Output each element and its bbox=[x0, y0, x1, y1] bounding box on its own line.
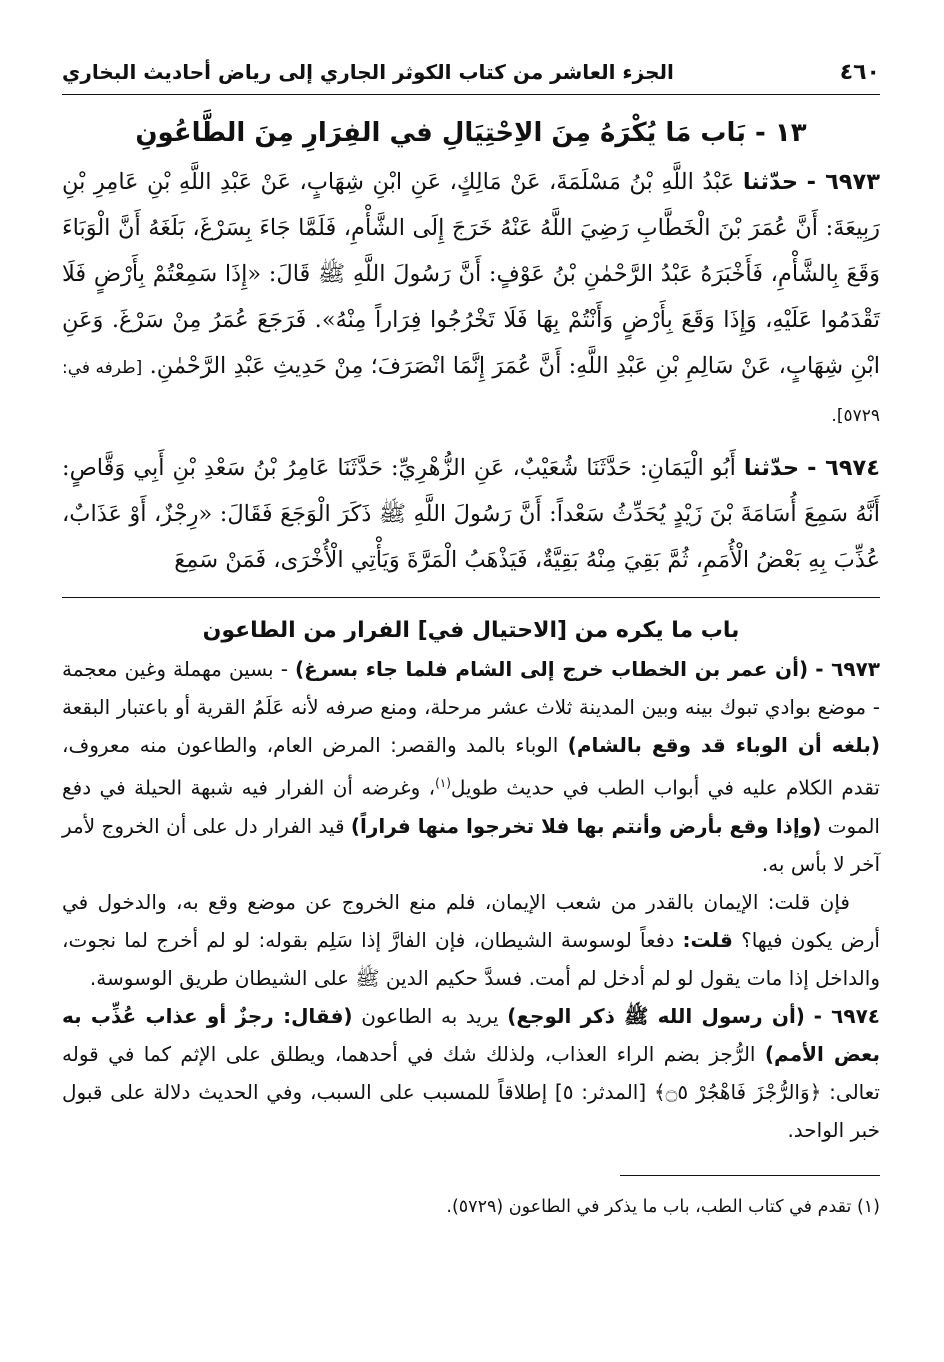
hadith-6973 bbox=[62, 159, 880, 439]
commentary-paragraph bbox=[62, 650, 880, 883]
hadith-text: عَبْدُ اللَّهِ بْنُ مَسْلَمَةَ، عَنْ مَالِكٍ، عَنِ ابْنِ شِهَابٍ، عَنْ عَبْدِ اللَّهِ بْنِ عَامِرِ بْنِ رَبِيعَةَ: أَنَّ عُمَرَ بْنَ الْخَطَّابِ رَضِيَ اللَّهُ عَنْهُ خَرَجَ إِلَى الشَّأْمِ، فَلَمَّا جَاءَ بِسَرْغَ، بَلَغَهُ أَنَّ الْوَبَاءَ وَقَعَ بِالشَّأْمِ، فَأَخْبَرَهُ عَبْدُ الرَّحْمٰنِ بْنُ عَوْفٍ: أَنَّ رَسُولَ اللَّهِ ﷺ قَالَ: «إِذَا سَمِعْتُمْ بِأَرْضٍ فَلَا تَقْدَمُوا عَلَيْهِ، وَإِذَا وَقَعَ بِأَرْضٍ وَأَنْتُمْ بِهَا فَلَا تَخْرُجُوا فِرَاراً مِنْهُ». فَرَجَعَ عُمَرُ مِنْ سَرْغَ. وَعَنِ ابْنِ شِهَابٍ، عَنْ سَالِمِ بْنِ عَبْدِ اللَّهِ: أَنَّ عُمَرَ إِنَّمَا انْصَرَفَ؛ مِنْ حَدِيثِ عَبْدِ الرَّحْمٰنِ. bbox=[62, 169, 880, 379]
quoted-phrase: (فقال: رجزٌ أو عذاب عُذِّب به بعض الأمم) bbox=[62, 1003, 880, 1066]
commentary-number: ٦٩٧٤ - bbox=[813, 1003, 880, 1028]
hadith-number: ٦٩٧٣ - bbox=[806, 169, 881, 195]
answer-label: قلت: bbox=[682, 927, 733, 952]
footnote-rule bbox=[620, 1175, 880, 1176]
book-title: الجزء العاشر من كتاب الكوثر الجاري إلى رياض أحاديث البخاري bbox=[62, 60, 674, 84]
commentary-text: - بسين مهملة وغين معجمة - موضع بوادي تبوك بينه وبين المدينة ثلاث عشر مرحلة، ومنع صرفه لأنه عَلَمُ القرية أو باعتبار البقعة bbox=[62, 657, 880, 719]
hadith-6974 bbox=[62, 445, 880, 583]
footnote-text: تقدم في كتاب الطب، باب ما يذكر في الطاعون (٥٧٢٩). bbox=[446, 1196, 852, 1217]
commentary-title: باب ما يكره من [الاحتيال في] الفرار من الطاعون bbox=[202, 618, 740, 643]
section-divider bbox=[62, 597, 880, 598]
commentary-text: قيد الفرار دل على أن الخروج لأمر آخر لا بأس به. bbox=[62, 813, 880, 876]
quoted-phrase: (وإذا وقع بأرض وأنتم بها فلا تخرجوا منها فراراً) bbox=[350, 813, 822, 838]
hadith-text: أَبُو الْيَمَانِ: حَدَّثَنَا شُعَيْبٌ، عَنِ الزُّهْرِيِّ: حَدَّثَنَا عَامِرُ بْنُ سَعْدِ بْنِ أَبِي وَقَّاصٍ: أَنَّهُ سَمِعَ أُسَامَةَ بْنَ زَيْدٍ يُحَدِّثُ سَعْداً: أَنَّ رَسُولَ اللَّهِ ﷺ ذَكَرَ الْوَجَعَ فَقَالَ: «رِجْزٌ، أَوْ عَذَابٌ، عُذِّبَ بِهِ بَعْضُ الْأُمَمِ، ثُمَّ بَقِيَ مِنْهُ بَقِيَّةٌ، فَيَذْهَبُ الْمَرَّةَ وَيَأْتِي الْأُخْرَى، فَمَنْ سَمِعَ bbox=[62, 455, 880, 573]
commentary-text: فإن قلت: الإيمان بالقدر من شعب الإيمان، فلم منع الخروج عن موضع وقع به، والدخول في أرض يكون فيها؟ bbox=[62, 889, 880, 952]
commentary-text: الوباء بالمد والقصر: المرض العام، والطاعون منه معروف، تقدم الكلام عليه في أبواب الطب في حديث طويل bbox=[62, 733, 880, 800]
hadith-lead: حدّثنا bbox=[743, 455, 800, 481]
quoted-phrase: (أن عمر بن الخطاب خرج إلى الشام فلما جاء بسرغ) bbox=[294, 657, 809, 681]
quoted-phrase: (بلغه أن الوباء قد وقع بالشام) bbox=[567, 733, 880, 757]
page bbox=[62, 55, 880, 1224]
commentary-text: دفعاً لوسوسة الشيطان، فإن الفارَّ إذا سَلِم بقوله: لو لم أخرج لما نجوت، والداخل إذا مات يقول لو لم أدخل لم أمت. فسدَّ حكيم الدين ﷺ على الشيطان طريق الوسوسة. bbox=[62, 927, 880, 990]
commentary-number: ٦٩٧٣ - bbox=[815, 657, 880, 681]
commentary-text: ، وغرضه أن الفرار فيه شبهة الحيلة في دفع الموت bbox=[62, 775, 880, 838]
quoted-phrase: (أن رسول الله ﷺ ذكر الوجع) bbox=[507, 1003, 805, 1028]
hadith-reference: [طرفه في: ٥٧٢٩]. bbox=[62, 358, 880, 426]
commentary-text: الرُّجز بضم الراء العذاب، ولذلك شك في أحدهما، ويطلق على الإثم كما في قوله تعالى: ﴿وَالرُّجْزَ فَاهْجُرْ ۝٥﴾ [المدثر: ٥] إطلاقاً للمسبب على السبب، وفي الحديث دلالة على قبول خبر الواحد. bbox=[62, 1041, 880, 1142]
hadith-lead: حدّثنا bbox=[742, 169, 799, 195]
footnote-number: (١) bbox=[856, 1196, 880, 1217]
footnote-marker[interactable]: (١) bbox=[435, 776, 451, 790]
commentary-text: يريد به الطاعون bbox=[352, 1003, 508, 1028]
commentary-paragraph bbox=[62, 997, 880, 1149]
running-header bbox=[62, 55, 880, 95]
footnote bbox=[62, 1190, 880, 1224]
page-number: ٤٦٠ bbox=[839, 60, 880, 85]
hadith-number: ٦٩٧٤ - bbox=[807, 455, 881, 481]
commentary-paragraph bbox=[62, 883, 880, 997]
chapter-title: ١٣ - بَاب مَا يُكْرَهُ مِنَ الاِحْتِيَالِ في الفِرَارِ مِنَ الطَّاعُونِ bbox=[135, 118, 807, 148]
